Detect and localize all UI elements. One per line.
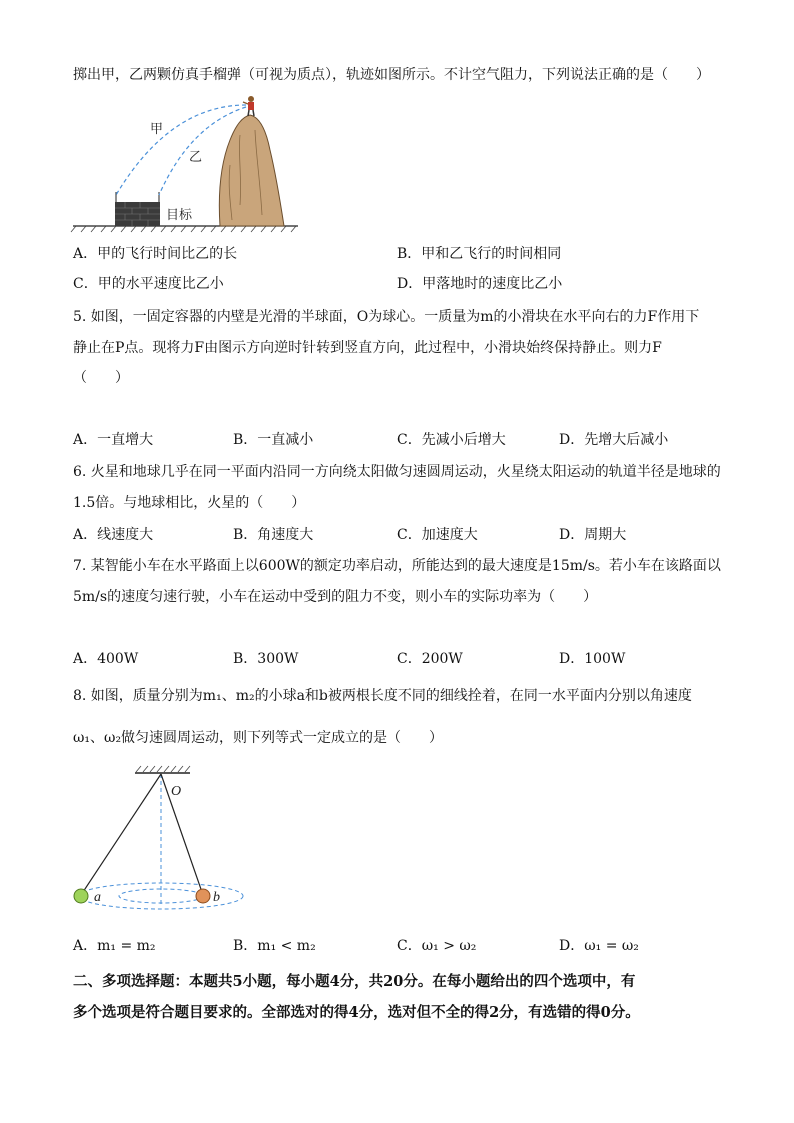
q8-option-d[interactable]: D．ω₁ = ω₂	[559, 938, 639, 954]
ball-b	[196, 889, 210, 903]
label-target: 目标	[166, 208, 193, 223]
q8-figure	[70, 762, 250, 917]
q4-option-a[interactable]: A．甲的飞行时间比乙的长	[73, 246, 238, 262]
q5-option-a[interactable]: A．一直增大	[73, 432, 154, 448]
q7-stem-line2: 5m/s的速度匀速行驶，小车在运动中受到的阻力不变，则小车的实际功率为（ ）	[73, 589, 598, 605]
q6-stem-line1: 6. 火星和地球几乎在同一平面内沿同一方向绕太阳做匀速圆周运动，火星绕太阳运动的轨道半径是地球的	[73, 464, 721, 480]
q6-option-c[interactable]: C．加速度大	[397, 527, 478, 543]
q7-stem-line1: 7. 某智能小车在水平路面上以600W的额定功率启动，所能达到的最大速度是15m/s。若小车在该路面以	[73, 558, 721, 574]
q4-option-d[interactable]: D．甲落地时的速度比乙小	[397, 276, 563, 292]
label-o: O	[171, 784, 182, 799]
q8-option-c[interactable]: C．ω₁ > ω₂	[397, 938, 477, 954]
ground-hatch	[71, 226, 296, 232]
section2-heading-line1: 二、多项选择题：本题共5小题，每小题4分，共20分。在每小题给出的四个选项中，有	[73, 973, 636, 990]
q5-option-c[interactable]: C．先减小后增大	[397, 432, 506, 448]
q4-option-b[interactable]: B．甲和乙飞行的时间相同	[397, 246, 562, 262]
string-b	[161, 774, 203, 895]
q7-option-c[interactable]: C．200W	[397, 651, 463, 667]
q5-stem-line1: 5. 如图，一固定容器的内壁是光滑的半球面，O为球心。一质量为m的小滑块在水平向右的力F作用下	[73, 309, 700, 325]
q4-stem: 掷出甲，乙两颗仿真手榴弹（可视为质点），轨迹如图所示。不计空气阻力，下列说法正确的是（ ）	[73, 67, 710, 83]
label-yi: 乙	[189, 150, 203, 165]
ball-a	[74, 889, 88, 903]
string-a	[81, 774, 161, 895]
q6-option-d[interactable]: D．周期大	[559, 527, 627, 543]
q5-option-d[interactable]: D．先增大后减小	[559, 432, 669, 448]
q6-option-a[interactable]: A．线速度大	[73, 527, 154, 543]
label-b: b	[213, 890, 220, 905]
section2-heading-line2: 多个选项是符合题目要求的。全部选对的得4分，选对但不全的得2分，有选错的得0分。	[73, 1004, 640, 1021]
ceiling-hatch	[136, 766, 190, 772]
q4-figure	[70, 95, 305, 240]
q8-option-b[interactable]: B．m₁ < m₂	[233, 938, 316, 954]
q5-option-b[interactable]: B．一直减小	[233, 432, 314, 448]
q7-option-d[interactable]: D．100W	[559, 651, 626, 667]
q8-stem-line1: 8. 如图，质量分别为m₁、m₂的小球a和b被两根长度不同的细线拴着，在同一水平面内分别以角速度	[73, 688, 692, 704]
label-jia: 甲	[150, 122, 164, 137]
q7-option-b[interactable]: B．300W	[233, 651, 299, 667]
q7-option-a[interactable]: A．400W	[73, 651, 139, 667]
thrower-figure	[243, 96, 254, 116]
q5-stem-line3: （ ）	[73, 370, 129, 386]
q6-option-b[interactable]: B．角速度大	[233, 527, 314, 543]
q4-option-c[interactable]: C．甲的水平速度比乙小	[73, 276, 224, 292]
target-wall	[115, 192, 160, 226]
q6-stem-line2: 1.5倍。与地球相比，火星的（ ）	[73, 495, 306, 511]
label-a: a	[94, 890, 101, 905]
q8-stem-line2: ω₁、ω₂做匀速圆周运动，则下列等式一定成立的是（ ）	[73, 730, 444, 746]
q5-stem-line2: 静止在P点。现将力F由图示方向逆时针转到竖直方向，此过程中，小滑块始终保持静止。则力F	[73, 340, 662, 356]
q8-option-a[interactable]: A．m₁ = m₂	[73, 938, 156, 954]
rock	[219, 115, 284, 226]
